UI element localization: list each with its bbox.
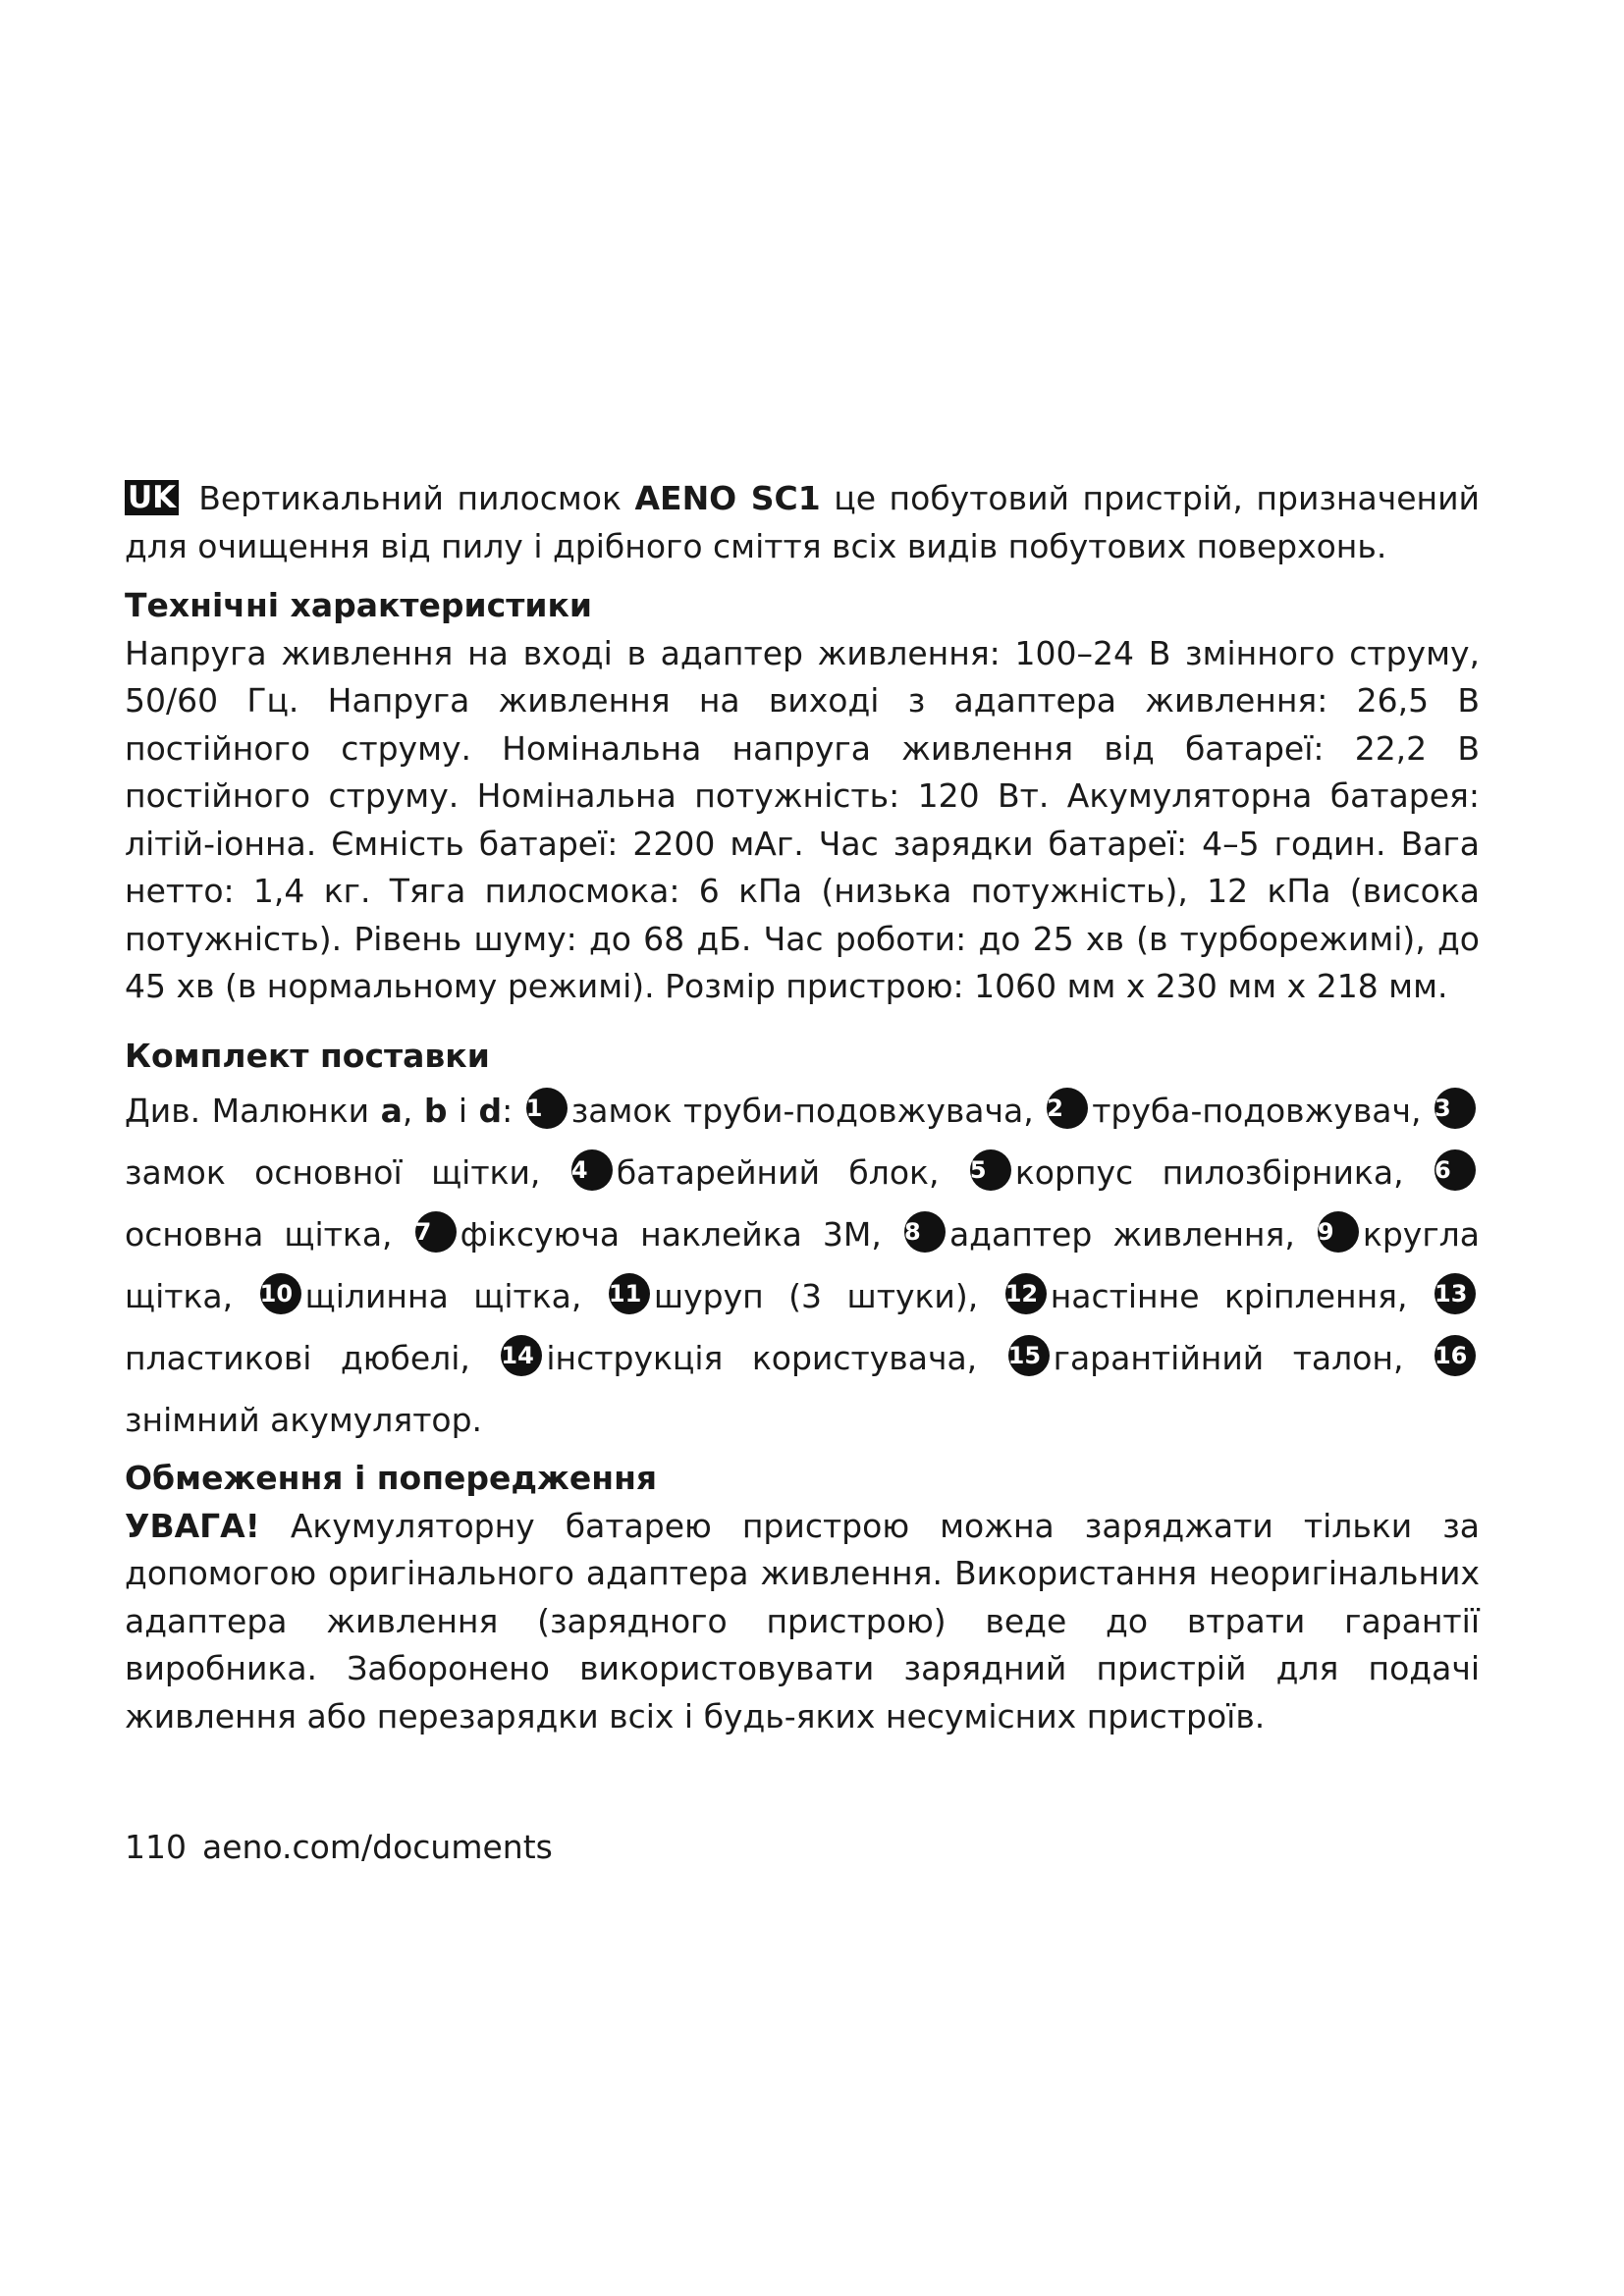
figure-b: b bbox=[423, 1092, 448, 1130]
kit-item-label: труба-подовжувач, bbox=[1092, 1092, 1422, 1130]
footer-url[interactable]: aeno.com/documents bbox=[202, 1828, 553, 1866]
kit-item-label: шуруп (3 штуки), bbox=[653, 1277, 979, 1315]
kit-item-label: пластикові дюбелі, bbox=[125, 1339, 470, 1377]
item-number-1: 1 bbox=[526, 1088, 568, 1129]
figure-a: a bbox=[380, 1092, 403, 1130]
page-number: 110 bbox=[125, 1828, 187, 1866]
item-number-11: 11 bbox=[609, 1273, 650, 1314]
item-number-10: 10 bbox=[260, 1273, 301, 1314]
item-number-16: 16 bbox=[1435, 1335, 1476, 1376]
kit-item-label: щілинна щітка, bbox=[304, 1277, 582, 1315]
kit-intro: Див. Малюнки bbox=[125, 1092, 370, 1130]
item-number-9: 9 bbox=[1318, 1211, 1359, 1253]
item-number-8: 8 bbox=[904, 1211, 946, 1253]
warnings-heading: Обмеження і попередження bbox=[125, 1459, 658, 1497]
warning-body: Акумуляторну батарею пристрою можна заряджати тільки за допомогою оригінального адаптера живлення. Використання неоригінальних адаптера живлення (зарядного пристрою) веде до втрати гарантії виробника. Заборонено використовувати зарядний пристрій для подачі живлення або перезарядки всіх і будь-яких несумісних пристроїв. bbox=[125, 1506, 1480, 1735]
product-name: AENO SC1 bbox=[634, 479, 821, 517]
kit-item-label: гарантійний талон, bbox=[1053, 1339, 1404, 1377]
intro-after: це побутовий пристрій, призначений для очищення від пилу і дрібного сміття всіх видів побутових поверхонь. bbox=[125, 479, 1481, 565]
item-number-13: 13 bbox=[1435, 1273, 1476, 1314]
page-footer bbox=[125, 1828, 553, 1867]
kit-item-label: батарейний блок, bbox=[616, 1153, 940, 1192]
item-number-14: 14 bbox=[501, 1335, 542, 1376]
kit-heading: Комплект поставки bbox=[125, 1036, 490, 1075]
warning-label: УВАГА! bbox=[125, 1506, 260, 1545]
kit-conjunction: і bbox=[458, 1092, 468, 1130]
item-number-5: 5 bbox=[970, 1149, 1011, 1191]
kit-item-label: корпус пилозбірника, bbox=[1014, 1153, 1404, 1192]
kit-item-label: замок основної щітки, bbox=[125, 1153, 541, 1192]
figure-d: d bbox=[478, 1092, 503, 1130]
item-number-12: 12 bbox=[1005, 1273, 1047, 1314]
kit-colon: : bbox=[502, 1092, 514, 1130]
kit-item-label: фіксуюча наклейка 3М, bbox=[460, 1215, 882, 1254]
kit-item-label: кругла щітка, bbox=[125, 1215, 1480, 1315]
item-number-2: 2 bbox=[1047, 1088, 1088, 1129]
document-page bbox=[125, 475, 1480, 1740]
intro-paragraph bbox=[125, 475, 1480, 570]
specs-heading: Технічні характеристики bbox=[125, 586, 592, 624]
item-number-4: 4 bbox=[571, 1149, 613, 1191]
kit-separator: , bbox=[402, 1092, 413, 1130]
kit-list bbox=[125, 1080, 1480, 1451]
kit-item-label: настінне кріплення, bbox=[1050, 1277, 1408, 1315]
intro-before: Вертикальний пилосмок bbox=[198, 479, 622, 517]
item-number-3: 3 bbox=[1435, 1088, 1476, 1129]
kit-item-label: знімний акумулятор. bbox=[125, 1401, 483, 1439]
item-number-6: 6 bbox=[1435, 1149, 1476, 1191]
kit-item-label: інструкція користувача, bbox=[546, 1339, 978, 1377]
item-number-7: 7 bbox=[415, 1211, 457, 1253]
kit-item-label: основна щітка, bbox=[125, 1215, 393, 1254]
kit-item-label: замок труби-подовжувача, bbox=[570, 1092, 1034, 1130]
kit-item-label: адаптер живлення, bbox=[948, 1215, 1295, 1254]
item-number-15: 15 bbox=[1008, 1335, 1050, 1376]
warnings-text bbox=[125, 1503, 1480, 1741]
language-badge: UK bbox=[125, 480, 179, 515]
specs-text: Напруга живлення на вході в адаптер живлення: 100–24 В змінного струму, 50/60 Гц. Напруга живлення на виході з адаптера живлення: 26,5 В постійного струму. Номінальна напруга живлення від батареї: 22,2 В постійного струму. Номінальна потужність: 120 Вт. Акумуляторна батарея: літій-іонна. Ємність батареї: 2200 мАг. Час зарядки батареї: 4–5 годин. Вага нетто: 1,4 кг. Тяга пилосмока: 6 кПа (низька потужність), 12 кПа (висока потужність). Рівень шуму: до 68 дБ. Час роботи: до 25 хв (в турборежимі), до 45 хв (в нормальному режимі). Розмір пристрою: 1060 мм х 230 мм х 218 мм. bbox=[125, 633, 1480, 1005]
